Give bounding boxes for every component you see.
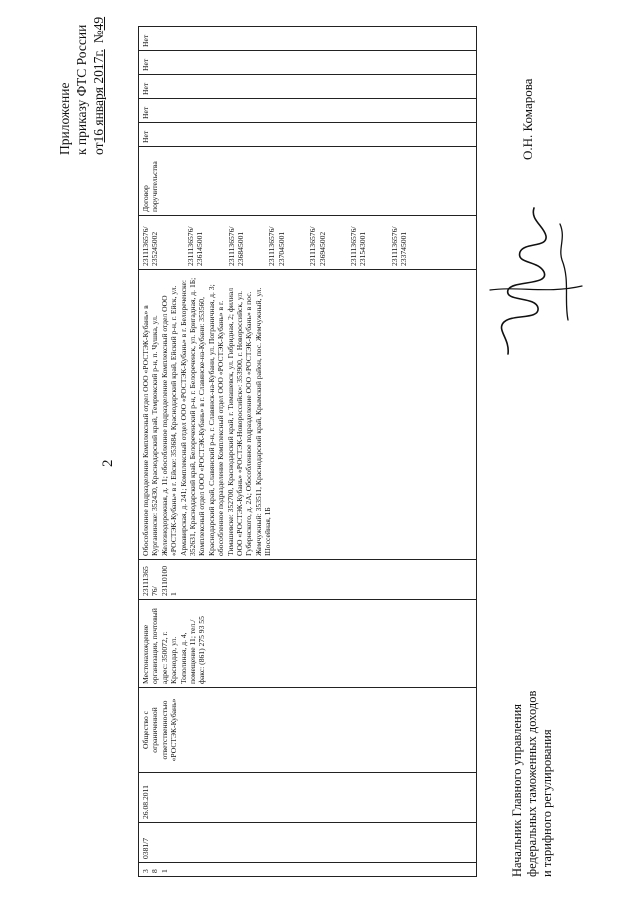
date-cell: 26.08.2011 xyxy=(139,773,477,823)
unit-code: 2311136576/ 231543001 xyxy=(349,226,368,266)
date-month: января xyxy=(91,87,106,126)
table-row xyxy=(139,27,477,877)
row-number-cell: 381 xyxy=(139,863,477,877)
order-number: 49 xyxy=(91,16,106,31)
flag-cell: Нет xyxy=(139,27,477,51)
location-cell: Местонахождение организации, почтовый адрес: 350072, г. Краснодар, ул. Тополиная, д. 4, помещение 11; тел./факс: (861) 275 93 55 xyxy=(139,600,477,688)
date-year: 2017г. xyxy=(91,49,106,84)
signatory-line: и тарифного регулирования xyxy=(540,729,554,877)
date-prefix: от xyxy=(91,142,106,155)
appendix-title: Приложение xyxy=(57,82,72,155)
basis-cell: Договор поручительства xyxy=(139,147,477,216)
date-day: 16 xyxy=(91,129,106,143)
appendix-order-date xyxy=(90,16,107,155)
units-cell: Обособленное подразделение Комплексный отдел ООО «РОСТЭК-Кубань» в Курганинске: 352430, Краснодарский край, Темрюкский р-н, п. Чушка, ул. Железнодорожная, д. 11; обособленное подразделение Комплексный отдел ООО «РОСТЭК-Кубань» в г. Ейске: 353684, Краснодарский край, Ейский р-н, г. Ейск, ул. Армавирская, д. 241; Комплексный отдел ООО «РОСТЭК-Кубань» в г. Белореченске: 352631, Краснодарский край, Белореченский р-н, г. Белореченск, ул. Бригадная, д. 1Б; Комплексный отдел ООО «РОСТЭК-Кубань» в г. Славянске-на-Кубани: 353560, Краснодарский край, Славянский р-н, г. Славянск-на-Кубани, ул. Пограничная, д. 3; обособленное подразделение Комплексный отдел ООО «РОСТЭК-Кубань» в г. Тимашевске: 352700, Краснодарский край, г. Тимашевск, ул. Гибридная, 2; филиал ООО «РОСТЭК-Кубань» «РОСТЭК-Новороссийск»: 353900, г. Новороссийск, ул. Губернского, д. 2А; Обособленное подразделение ООО «РОСТЭК-Кубань» в пос. Жемчужный: 353511, Краснодарский край, Крымский район, пос. Жемчужный, ул. Шоссейная, 1Б xyxy=(139,270,477,560)
signer-name: О.Н. Комарова xyxy=(520,78,535,160)
order-number-prefix: № xyxy=(91,30,106,44)
appendix-header xyxy=(56,16,107,155)
unit-codes-cell xyxy=(139,216,477,270)
inn-kpp-cell: 2311136576/ 231101001 xyxy=(139,560,477,600)
signatory-line: Начальник Главного управления xyxy=(510,703,524,877)
unit-code: 2311136576/ 235245002 xyxy=(141,226,160,266)
signatory-title xyxy=(510,537,555,877)
registry-table xyxy=(138,26,477,877)
unit-code: 2311136576/ 236945002 xyxy=(308,226,327,266)
flag-cell: Нет xyxy=(139,99,477,123)
appendix-order-ref: к приказу ФТС России xyxy=(74,24,89,155)
flag-cell: Нет xyxy=(139,123,477,147)
reg-number-cell: 0381/7 xyxy=(139,823,477,863)
unit-code: 2311136576/ 236845001 xyxy=(226,226,246,266)
page-number: 2 xyxy=(100,459,116,467)
signatory-line: федеральных таможенных доходов xyxy=(525,690,539,877)
unit-code: 2311136576/ 236145001 xyxy=(185,226,205,266)
flag-cell: Нет xyxy=(139,51,477,75)
organization-cell: Общество с ограниченной ответственностью «РОСТЭК-Кубань» xyxy=(139,688,477,773)
unit-code: 2311136576/ 237045001 xyxy=(267,226,286,266)
handwritten-signature xyxy=(478,200,598,360)
flag-cell: Нет xyxy=(139,75,477,99)
unit-code: 2311136576/ 233745001 xyxy=(389,226,409,266)
